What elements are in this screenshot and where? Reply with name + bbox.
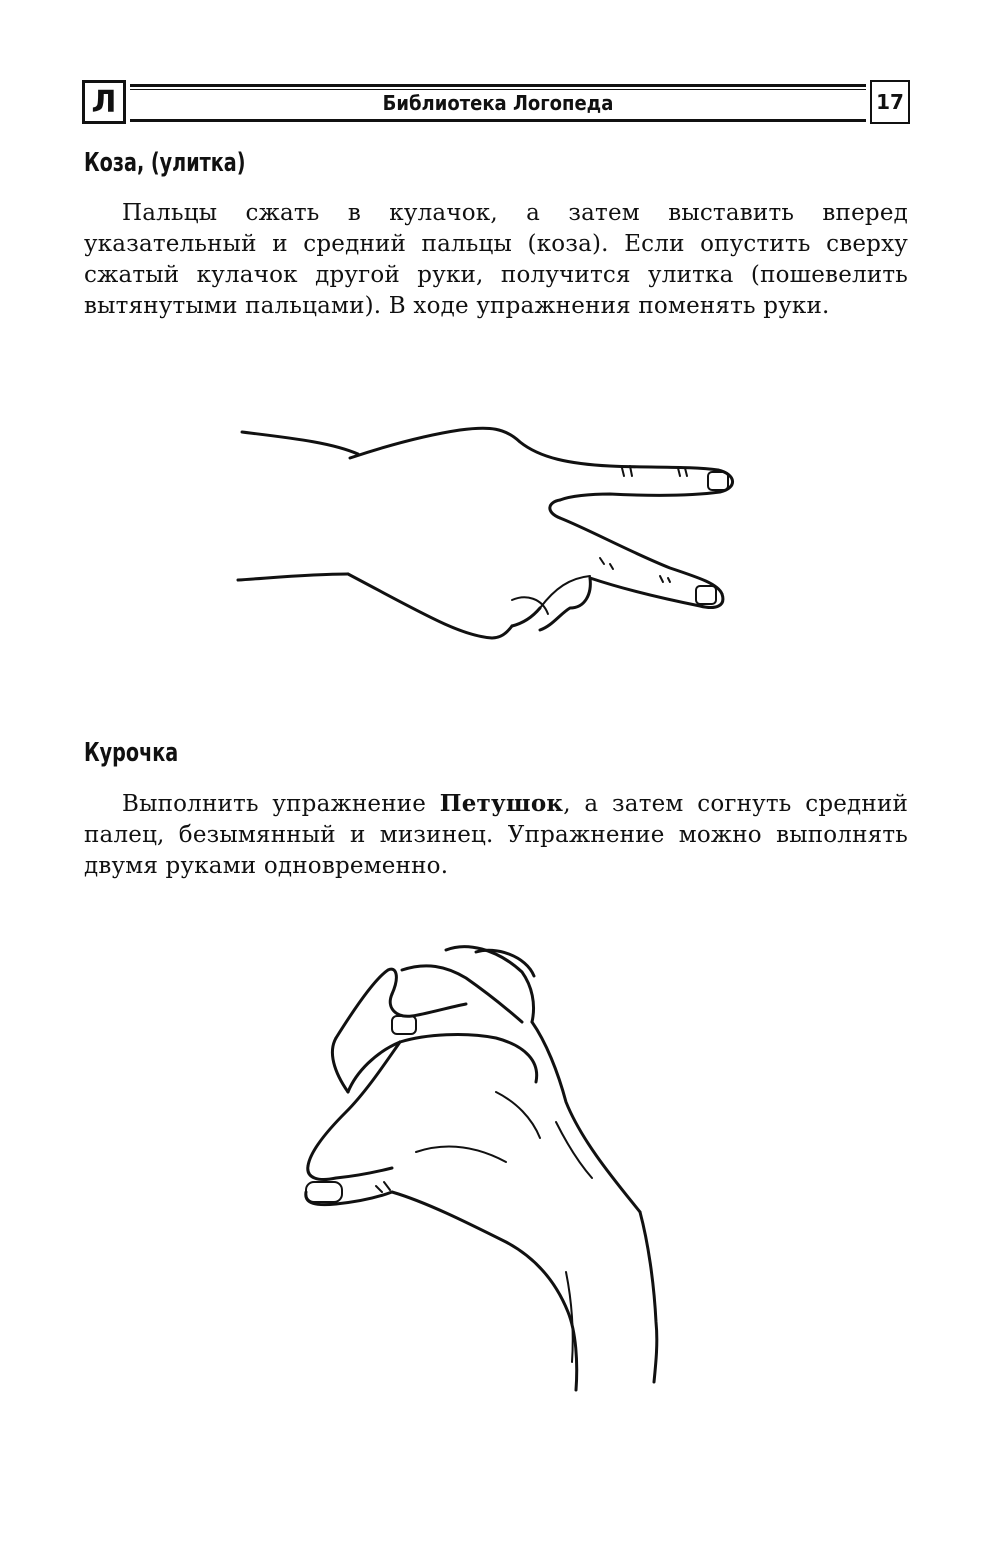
- section-paragraph-kurochka: [84, 788, 908, 882]
- paragraph-text-end: , а затем согнуть средний палец, безымянный и мизинец. Упражнение можно выполнять двумя руками одновременно.: [84, 791, 908, 879]
- section-heading-koza: Коза, (улитка): [84, 148, 246, 178]
- logo-letter: Л: [91, 84, 117, 120]
- goat-hand-illustration: [230, 418, 740, 648]
- section-heading-kurochka: Курочка: [84, 738, 179, 768]
- running-title-text: Библиотека Логопеда: [382, 91, 614, 115]
- section-paragraph-koza: Пальцы сжать в кулачок, а затем выставить вперед указательный и средний пальцы (коза). Если опустить сверху сжатый кулачок другой руки, получится улитка (пошевелить вытянутыми пальцами). В ходе упражнения поменять руки.: [84, 200, 908, 319]
- page-number: 17: [876, 90, 904, 114]
- hen-hand-illustration: [296, 942, 676, 1392]
- exercise-name-petushok: Петушок: [439, 790, 564, 817]
- page-number-box: [870, 80, 910, 124]
- running-title: [130, 84, 866, 122]
- page-header: [82, 80, 912, 128]
- library-logo-box: [82, 80, 126, 124]
- paragraph-text-start: Выполнить упражнение: [122, 791, 440, 817]
